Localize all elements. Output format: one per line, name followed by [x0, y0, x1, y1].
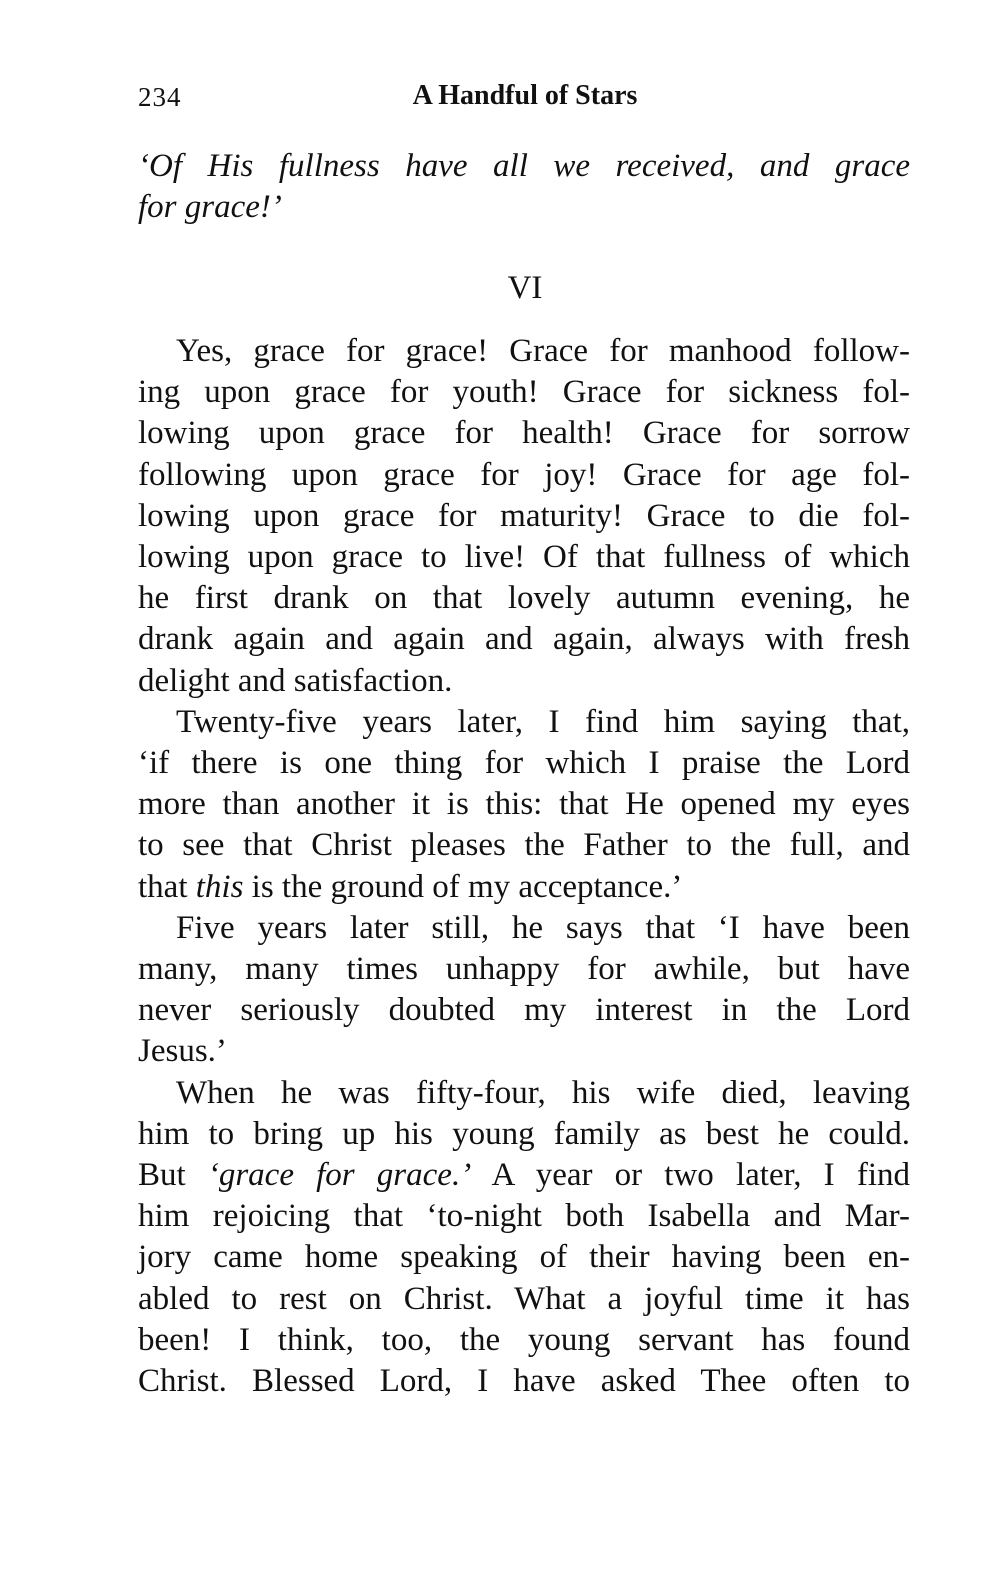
- text-segment: lowing upon grace for maturity! Grace to die fol-: [138, 498, 910, 534]
- running-title: A Handful of Stars: [412, 80, 638, 111]
- text-line: [138, 1114, 910, 1154]
- text-line: [138, 661, 910, 701]
- text-segment: he first drank on that lovely autumn evening, he: [138, 580, 910, 616]
- text-line: [138, 1320, 910, 1360]
- text-line: [138, 990, 910, 1030]
- text-segment: lowing upon grace for health! Grace for sorrow: [138, 415, 910, 451]
- text-segment: When he was fifty-four, his wife died, leaving: [176, 1075, 910, 1111]
- text-line: [138, 867, 910, 907]
- text-line: [138, 1196, 910, 1236]
- italic-text: ‘grace for grace.’: [207, 1157, 472, 1193]
- text-segment: is the ground of my acceptance.’: [243, 869, 683, 905]
- page-number: 234: [138, 82, 182, 112]
- text-line: [176, 702, 910, 742]
- text-segment: been! I think, too, the young servant has found: [138, 1322, 910, 1358]
- text-segment: Five years later still, he says that ‘I have been: [176, 910, 910, 946]
- text-line: [138, 1361, 910, 1401]
- text-line: [138, 578, 910, 618]
- text-segment: that: [138, 869, 196, 905]
- text-segment: never seriously doubted my interest in the Lord: [138, 992, 910, 1028]
- text-segment: to see that Christ pleases the Father to the full, and: [138, 827, 910, 863]
- text-line: [176, 331, 910, 371]
- text-segment: abled to rest on Christ. What a joyful time it has: [138, 1281, 910, 1317]
- text-line: [138, 949, 910, 989]
- text-line: [138, 496, 910, 536]
- text-line: [138, 784, 910, 824]
- text-line: [138, 187, 910, 227]
- text-line: [138, 825, 910, 865]
- text-segment: lowing upon grace to live! Of that fullness of which: [138, 539, 910, 575]
- text-line: [138, 537, 910, 577]
- text-line: [138, 413, 910, 453]
- text-segment: drank again and again and again, always with fresh: [138, 621, 910, 657]
- text-segment: Yes, grace for grace! Grace for manhood follow-: [176, 333, 910, 369]
- text-segment: jory came home speaking of their having been en-: [138, 1239, 910, 1275]
- text-line: [138, 619, 910, 659]
- text-line: [138, 1279, 910, 1319]
- text-segment: following upon grace for joy! Grace for age fol-: [138, 457, 910, 493]
- text-line: [176, 1073, 910, 1113]
- italic-text: ‘Of His fullness have all we received, and grace: [138, 148, 910, 184]
- text-line: [138, 146, 910, 186]
- text-line: [138, 1155, 910, 1195]
- text-segment: ing upon grace for youth! Grace for sickness fol-: [138, 374, 910, 410]
- text-segment: him to bring up his young family as best he could.: [138, 1116, 910, 1152]
- text-line: [176, 908, 910, 948]
- text-segment: A year or two later, I find: [471, 1157, 910, 1193]
- text-segment: him rejoicing that ‘to-night both Isabella and Mar-: [138, 1198, 910, 1234]
- text-segment: delight and satisfaction.: [138, 663, 453, 699]
- section-heading: VI: [507, 270, 543, 306]
- italic-text: this: [195, 869, 244, 905]
- text-segment: ‘if there is one thing for which I praise the Lord: [138, 745, 910, 781]
- text-line: [138, 1031, 910, 1071]
- text-segment: more than another it is this: that He opened my eyes: [138, 786, 910, 822]
- text-segment: Twenty-five years later, I find him saying that,: [176, 704, 910, 740]
- text-line: [138, 455, 910, 495]
- italic-text: for grace!’: [138, 189, 282, 225]
- text-line: [138, 372, 910, 412]
- text-segment: many, many times unhappy for awhile, but have: [138, 951, 910, 987]
- text-line: [138, 743, 910, 783]
- text-segment: Christ. Blessed Lord, I have asked Thee often to: [138, 1363, 910, 1399]
- text-segment: But: [138, 1157, 208, 1193]
- text-segment: Jesus.’: [138, 1033, 227, 1069]
- text-line: [138, 1237, 910, 1277]
